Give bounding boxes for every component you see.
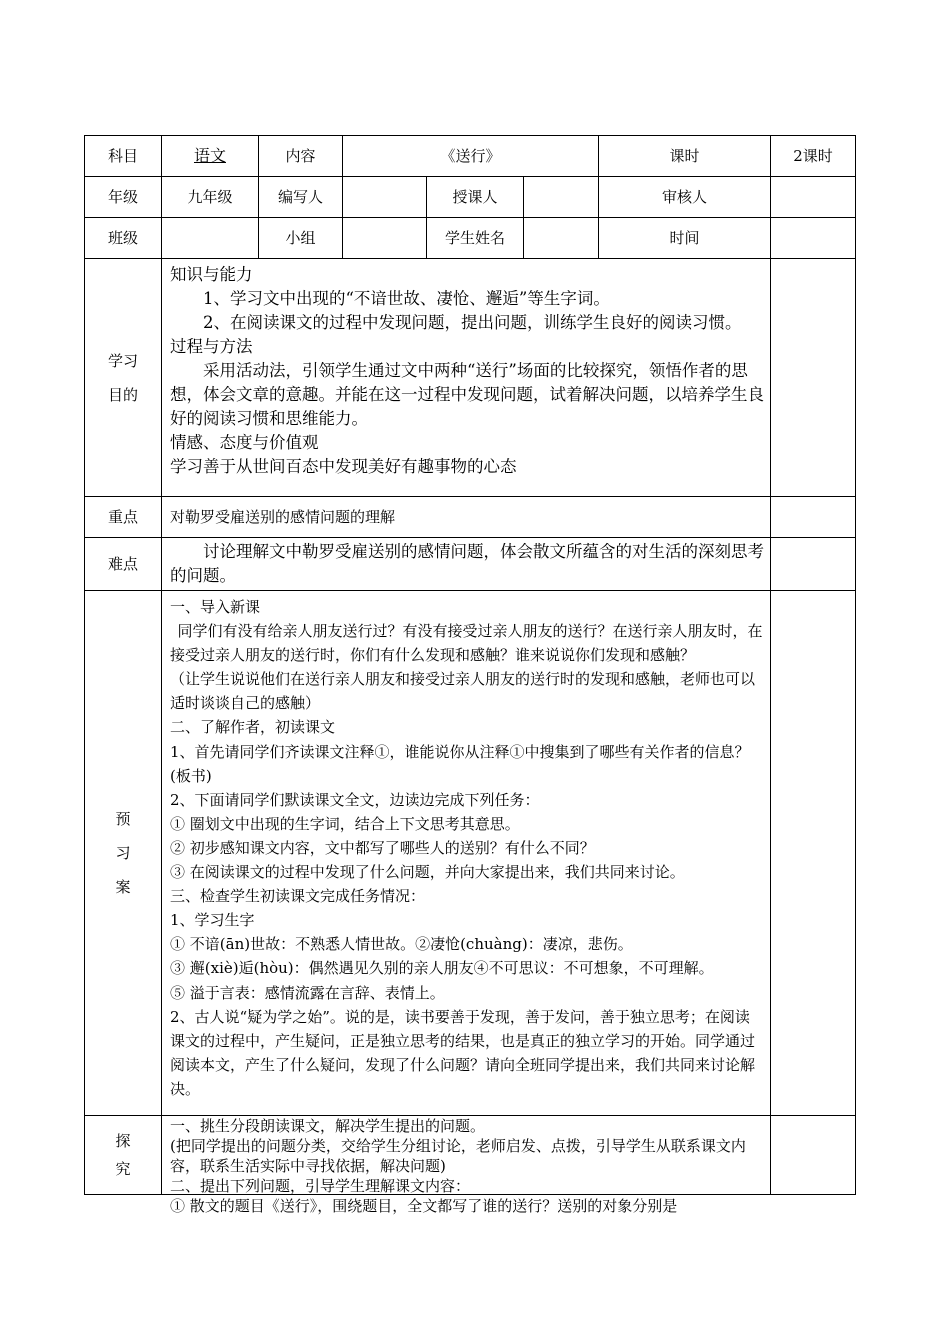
row-goals — [85, 259, 856, 497]
goals-label: 学习 目的 — [85, 259, 162, 497]
group-label: 小组 — [259, 218, 343, 259]
row-difficulty — [85, 538, 856, 591]
key-point-label: 重点 — [85, 497, 162, 538]
writer-value — [343, 177, 427, 218]
hours-label: 课时 — [599, 136, 771, 177]
explore-label: 探 究 — [85, 1116, 162, 1195]
row-subject — [85, 136, 856, 177]
difficulty-text: 讨论理解文中勒罗受雇送别的感情问题，体会散文所蕴含的对生活的深刻思考的问题。 — [162, 538, 771, 591]
content-label: 内容 — [259, 136, 343, 177]
hours-value: 2课时 — [771, 136, 856, 177]
content-value: 《送行》 — [343, 136, 599, 177]
row-grade — [85, 177, 856, 218]
difficulty-label: 难点 — [85, 538, 162, 591]
preview-content: 一、导入新课 同学们有没有给亲人朋友送行过？有没有接受过亲人朋友的送行？在送行亲人朋友时，在接受过亲人朋友的送行时，你们有什么发现和感触？谁来说说你们发现和感触？ （让学生说说他们在送行亲人朋友和接受过亲人朋友的送行时的发现和感触，老师也可以适时谈谈自己的感触） 二、了解作者，初读课文 1、首先请同学们齐读课文注释①，谁能说你从注释①中搜集到了哪些有关作者的信息？(板书) 2、下面请同学们默读课文全文，边读边完成下列任务： ① 圈划文中出现的生字词，结合上下文思考其意思。 ② 初步感知课文内容，文中都写了哪些人的送别？有什么不同？ ③ 在阅读课文的过程中发现了什么问题，并向大家提出来，我们共同来讨论。 三、检查学生初读课文完成任务情况： 1、学习生字 ① 不谙(ān)世故：不熟悉人情世故。②凄怆(chuàng)：凄凉，悲伤。 ③ 邂(xiè)逅(hòu)：偶然遇见久别的亲人朋友④不可思议：不可想象，不可理解。 ⑤ 溢于言表：感情流露在言辞、表情上。 2、古人说“疑为学之始”。说的是，读书要善于发现，善于发问，善于独立思考；在阅读课文的过程中，产生疑问，正是独立思考的结果，也是真正的独立学习的开始。同学通过阅读本文，产生了什么疑问，发现了什么问题？请向全班同学提出来，我们共同来讨论解决。 — [162, 591, 771, 1116]
preview-label: 预 习 案 — [85, 591, 162, 1116]
subject-value: 语文 — [162, 136, 259, 177]
row-explore — [85, 1116, 856, 1195]
subject-label: 科目 — [85, 136, 162, 177]
group-value — [343, 218, 427, 259]
row-preview — [85, 591, 856, 1116]
key-point-notes — [771, 497, 856, 538]
class-label: 班级 — [85, 218, 162, 259]
time-label: 时间 — [599, 218, 771, 259]
teacher-value — [524, 177, 599, 218]
lesson-plan-table — [84, 135, 856, 1215]
writer-label: 编写人 — [259, 177, 343, 218]
grade-label: 年级 — [85, 177, 162, 218]
preview-notes — [771, 591, 856, 1116]
reviewer-value — [771, 177, 856, 218]
difficulty-notes — [771, 538, 856, 591]
goals-notes — [771, 259, 856, 497]
row-class — [85, 218, 856, 259]
class-value — [162, 218, 259, 259]
time-value — [771, 218, 856, 259]
student-label: 学生姓名 — [427, 218, 524, 259]
explore-notes — [771, 1116, 856, 1195]
goals-content: 知识与能力 1、学习文中出现的“不谙世故、凄怆、邂逅”等生字词。 2、在阅读课文的过程中发现问题，提出问题，训练学生良好的阅读习惯。 过程与方法 采用活动法，引领学生通过文中两种“送行”场面的比较探究，领悟作者的思想，体会文章的意趣。并能在这一过程中发现问题，试着解决问题，以培养学生良好的阅读习惯和思维能力。 情感、态度与价值观 学习善于从世间百态中发现美好有趣事物的心态 — [162, 259, 771, 497]
teacher-label: 授课人 — [427, 177, 524, 218]
row-key-point — [85, 497, 856, 538]
explore-content: 一、挑生分段朗读课文，解决学生提出的问题。 (把同学提出的问题分类，交给学生分组讨论，老师启发、点拨，引导学生从联系课文内容，联系生活实际中寻找依据，解决问题) 二、提出下列问题，引导学生理解课文内容： ① 散文的题目《送行》，围绕题目，全文都写了谁的送行？送别的对象分别是 — [162, 1116, 771, 1195]
grade-value: 九年级 — [162, 177, 259, 218]
reviewer-label: 审核人 — [599, 177, 771, 218]
student-value — [524, 218, 599, 259]
key-point-text: 对勒罗受雇送别的感情问题的理解 — [162, 497, 771, 538]
